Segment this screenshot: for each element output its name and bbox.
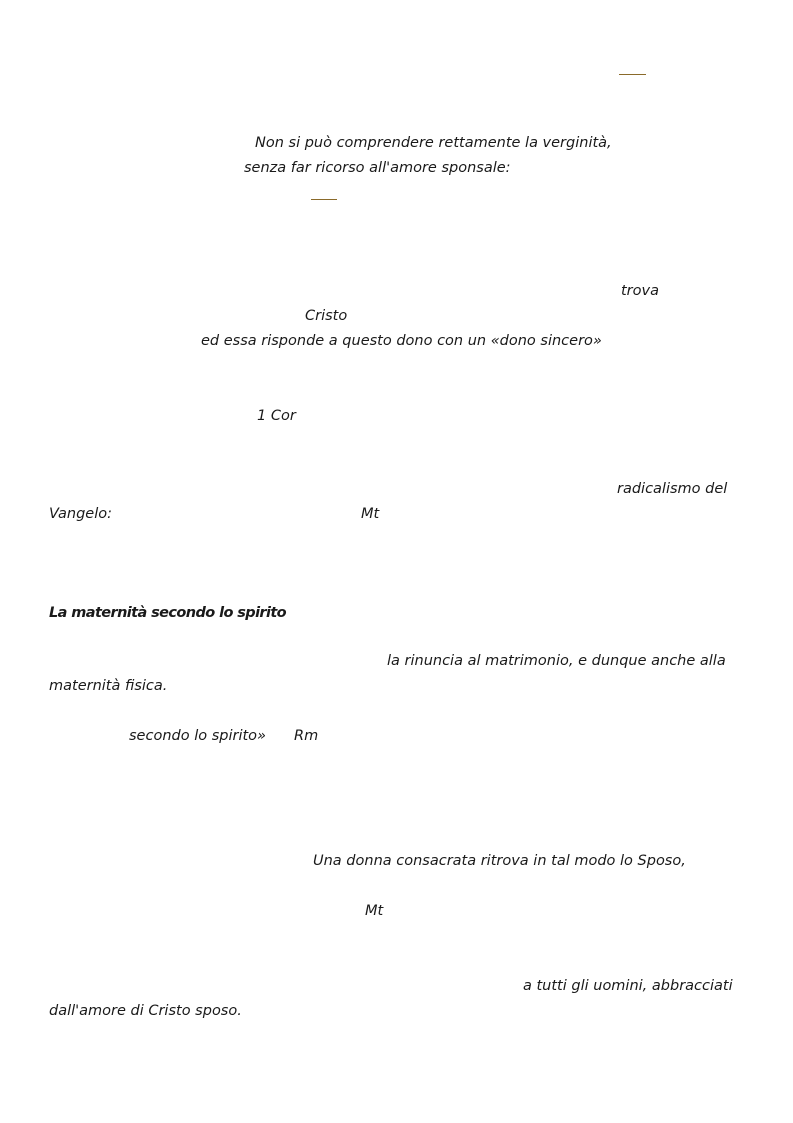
text-line: trova [621,283,659,299]
text-line: a tutti gli uomini, abbracciati [523,978,733,994]
text-line: Una donna consacrata ritrova in tal modo lo Sposo, [313,853,686,869]
scripture-reference: 1 Cor [257,408,296,424]
scripture-reference: Mt [365,903,384,919]
text-line: maternità fisica. [49,678,168,694]
text-line: ed essa risponde a questo dono con un «dono sincero» [201,333,602,349]
section-heading: La maternità secondo lo spirito [49,605,287,621]
text-line: la rinuncia al matrimonio, e dunque anche alla [387,653,726,669]
text-line: radicalismo del [617,481,728,497]
scripture-reference: Mt [361,506,380,522]
text-line: Non si può comprendere rettamente la verginità, [255,135,612,151]
scripture-reference: Rm [294,728,319,744]
footnote-link-marker[interactable] [619,74,646,75]
footnote-link-marker[interactable] [311,199,337,200]
text-line: Cristo [305,308,348,324]
text-line: Vangelo: [49,506,112,522]
text-line: dall'amore di Cristo sposo. [49,1003,242,1019]
text-line: secondo lo spirito» [129,728,266,744]
text-line: senza far ricorso all'amore sponsale: [244,160,511,176]
